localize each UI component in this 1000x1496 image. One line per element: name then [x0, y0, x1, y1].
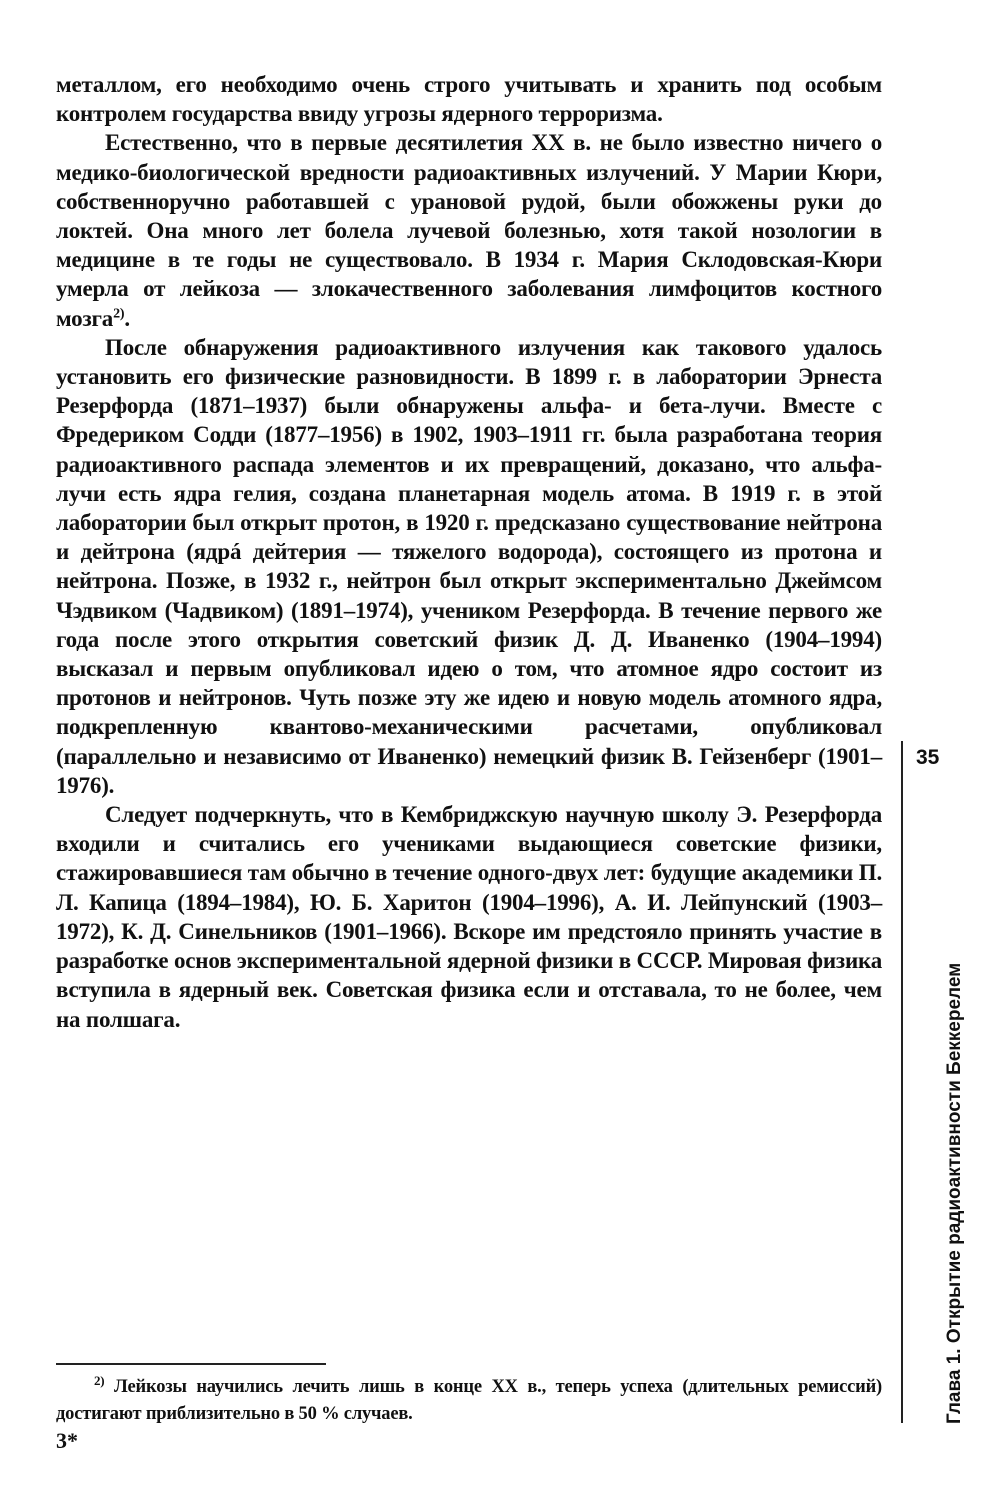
paragraph-2: [56, 128, 882, 332]
paragraph-4: [56, 800, 882, 1034]
paragraph-2-text: Естественно, что в первые десятилетия XX в. не было известно ничего о медико-биологической вредности радиоактивных излучений. У Марии Кюри, собственноручно работавшей с урановой рудой, были обожжены руки до локтей. Она много лет болела лучевой болезнью, хотя такой нозологии в медицине в те годы не существовало. В 1934 г. Мария Склодовская-Кюри умерла от лейкоза — злокачественного заболевания лимфоцитов костного мозга: [56, 130, 882, 331]
footnote-mark: 2): [94, 1372, 105, 1388]
paragraph-3: [56, 333, 882, 800]
paragraph-4-text: Следует подчеркнуть, что в Кембриджскую научную школу Э. Резерфорда входили и считались его учениками выдающиеся советские физики, стажировавшиеся там обычно в течение одного-двух лет: будущие академики П. Л. Капица (1894–1984), Ю. Б. Харитон (1904–1996), А. И. Лейпунский (1903–1972), К. Д. Синельников (1901–1966). Вскоре им предстояло принять участие в разработке основ экспериментальной ядерной физики в СССР. Мировая физика вступила в ядерный век. Советская физика если и отставала, то не более, чем на полшага.: [56, 802, 882, 1032]
footnote-text: Лейкозы научились лечить лишь в конце XX в., теперь успеха (длительных ремиссий) достигают приблизительно в 50 % случаев.: [56, 1377, 882, 1424]
running-chapter-title: Глава 1. Открытие радиоактивности Беккерелем: [944, 962, 965, 1424]
paragraph-1-text: металлом, его необходимо очень строго учитывать и хранить под особым контролем государства ввиду угрозы ядерного терроризма.: [56, 72, 882, 127]
footnote: [56, 1374, 882, 1428]
paragraph-2-tail: .: [124, 305, 130, 331]
footnote-divider: [56, 1363, 326, 1365]
main-text: [56, 70, 882, 1034]
signature-mark: 3*: [56, 1428, 78, 1453]
paragraph-3-text: После обнаружения радиоактивного излучения как такового удалось установить его физические разновидности. В 1899 г. в лаборатории Эрнеста Резерфорда (1871–1937) были обнаружены альфа- и бета-лучи. Вместе с Фредериком Содди (1877–1956) в 1902, 1903–1911 гг. была разработана теория радиоактивного распада элементов и их превращений, доказано, что альфа-лучи есть ядра гелия, создана планетарная модель атома. В 1919 г. в этой лаборатории был открыт протон, в 1920 г. предсказано существование нейтрона и дейтрона (ядрá дейтерия — тяжелого водорода), состоящего из протона и нейтрона. Позже, в 1932 г., нейтрон был открыт экспериментально Джеймсом Чэдвиком (Чадвиком) (1891–1974), учеником Резерфорда. В течение первого же года после этого открытия советский физик Д. Д. Иваненко (1904–1994) высказал и первым опубликовал идею о том, что атомное ядро состоит из протонов и нейтронов. Чуть позже эту же идею и новую модель атомного ядра, подкрепленную квантово-механическими расчетами, опубликовал (параллельно и независимо от Иваненко) немецкий физик В. Гейзенберг (1901–1976).: [56, 334, 882, 798]
footnote-reference[interactable]: 2): [113, 305, 125, 321]
margin-divider: [901, 741, 903, 1423]
paragraph-1: [56, 70, 882, 128]
page-number: 35: [916, 746, 940, 769]
